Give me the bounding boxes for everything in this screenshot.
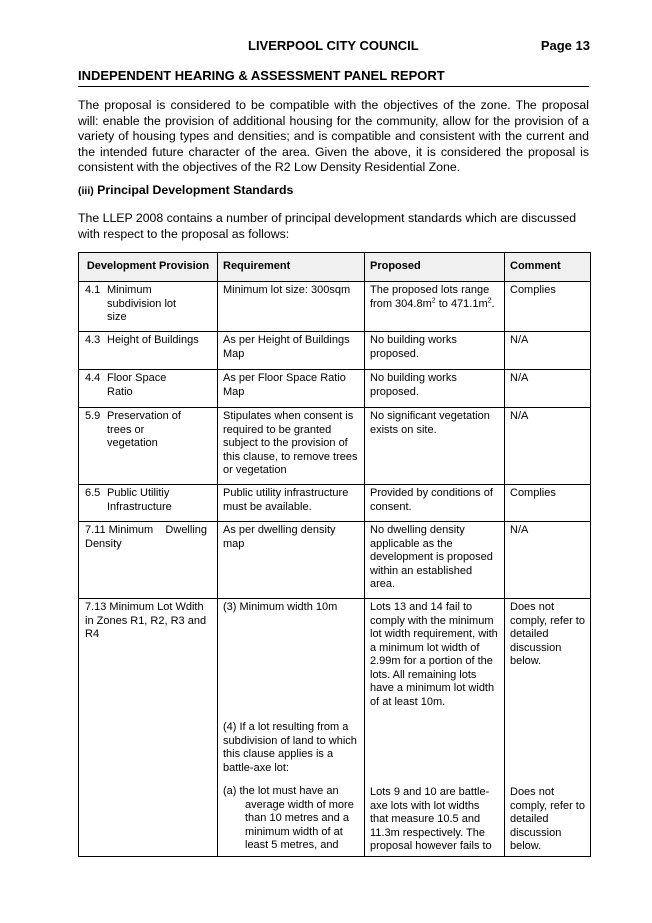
clause-number: 4.4 [85, 372, 101, 384]
proposed-cell [365, 599, 505, 857]
comment-cell: N/A [505, 408, 591, 485]
requirement-clause-4: (4) If a lot resulting from a subdivision of land to which this clause applies is a battle-axe lot: [223, 721, 357, 774]
proposed-cell: No significant vegetation exists on site. [365, 408, 505, 485]
provision-label: Height of Buildings [107, 334, 199, 346]
page-number: Page 13 [540, 38, 590, 53]
requirement-cell: As per Floor Space Ratio Map [218, 370, 365, 408]
table-row [79, 599, 591, 857]
requirement-cell [218, 599, 365, 857]
clause-number: 5.9 [85, 410, 101, 422]
table-row [79, 485, 591, 522]
provision-cell [79, 599, 218, 857]
proposed-clause-3: Lots 13 and 14 fail to comply with the minimum lot width requirement, with a minimum lot width of 2.99m for a portion of the lots. All remaining lots have a minimum lot width of at least 10m. [370, 601, 498, 708]
header-requirement: Requirement [218, 253, 365, 282]
superscript: 2 [487, 296, 492, 304]
header-comment: Comment [505, 253, 591, 282]
header-provision: Development Provision [79, 253, 218, 282]
provision-label: Public Utilitiy Infrastructure [107, 487, 172, 513]
requirement-cell: As per dwelling density map [218, 522, 365, 599]
comment-cell: N/A [505, 522, 591, 599]
provision-cell [79, 522, 218, 599]
proposed-cell: No building works proposed. [365, 370, 505, 408]
provision-cell [79, 485, 218, 522]
provision-cell [79, 370, 218, 408]
comment-cell [505, 599, 591, 857]
provision-cell [79, 282, 218, 332]
clause-number: 7.11 [85, 524, 106, 536]
requirement-cell: Public utility infrastructure must be available. [218, 485, 365, 522]
proposed-text: . [491, 297, 495, 310]
comment-cell: Complies [505, 485, 591, 522]
clause-number: 4.3 [85, 334, 101, 346]
header-proposed: Proposed [365, 253, 505, 282]
table-row [79, 408, 591, 485]
requirement-clause-3: (3) Minimum width 10m [223, 601, 338, 613]
provision-label: Minimum Dwelling Density [85, 524, 211, 550]
comment-cell: N/A [505, 332, 591, 370]
proposed-cell: No building works proposed. [365, 332, 505, 370]
provision-label: Minimum Lot Wdith in Zones R1, R2, R3 and R4 [85, 601, 207, 640]
intro-paragraph: The proposal is considered to be compatible with the objectives of the zone. The proposal will: enable the provision of additional housing for the community, allow for the provision of a variety of housing types and densities; and is compatible and consistent with the current and the intended future character of the area. Given the above, it is considered the proposal is consistent with the objectives of the R2 Low Density Residential Zone. [78, 98, 589, 174]
proposed-text: to 471.1m [435, 297, 488, 310]
table-row [79, 370, 591, 408]
clause-number: 4.1 [85, 284, 101, 296]
proposed-cell: Provided by conditions of consent. [365, 485, 505, 522]
provision-label: Floor Space Ratio [107, 372, 167, 398]
proposed-clause-4a: Lots 9 and 10 are battle-axe lots with lot widths that measure 10.5 and 11.3m respectively. The proposal however fails to [370, 786, 492, 852]
section-title: Principal Development Standards [97, 183, 294, 197]
proposed-cell [365, 282, 505, 332]
requirement-cell: As per Height of Buildings Map [218, 332, 365, 370]
requirement-cell: Minimum lot size: 300sqm [218, 282, 365, 332]
report-title: INDEPENDENT HEARING & ASSESSMENT PANEL REPORT [78, 68, 445, 83]
table-header-row [79, 253, 591, 282]
requirement-clause-4a: (a) the lot must have an average width of more than 10 metres and a minimum width of at least 5 metres, and [223, 785, 354, 851]
clause-number: 7.13 [85, 601, 107, 613]
table-row [79, 332, 591, 370]
proposed-text: The proposed lots range from 304.8m [370, 284, 490, 310]
proposed-cell: No dwelling density applicable as the development is proposed within an established area. [365, 522, 505, 599]
superscript: 2 [431, 296, 436, 304]
standards-table [78, 252, 591, 857]
comment-cell: Complies [505, 282, 591, 332]
comment-clause-4a: Does not comply, refer to detailed discussion below. [510, 786, 585, 852]
clause-number: 6.5 [85, 487, 101, 499]
section-paragraph: The LLEP 2008 contains a number of principal development standards which are discussed with respect to the proposal as follows: [78, 211, 577, 241]
provision-label: Preservation of trees or vegetation [107, 410, 181, 449]
table-row [79, 282, 591, 332]
provision-label: Minimum subdivision lot size [107, 284, 177, 323]
comment-clause-3: Does not comply, refer to detailed discussion below. [510, 601, 585, 667]
section-number: (iii) [78, 185, 94, 197]
provision-cell [79, 408, 218, 485]
header-rule [78, 86, 589, 87]
requirement-cell: Stipulates when consent is required to be granted subject to the provision of this clause, to remove trees or vegetation [218, 408, 365, 485]
section-heading [78, 183, 293, 197]
table-row [79, 522, 591, 599]
provision-cell [79, 332, 218, 370]
council-name: LIVERPOOL CITY COUNCIL [248, 38, 419, 53]
comment-cell: N/A [505, 370, 591, 408]
